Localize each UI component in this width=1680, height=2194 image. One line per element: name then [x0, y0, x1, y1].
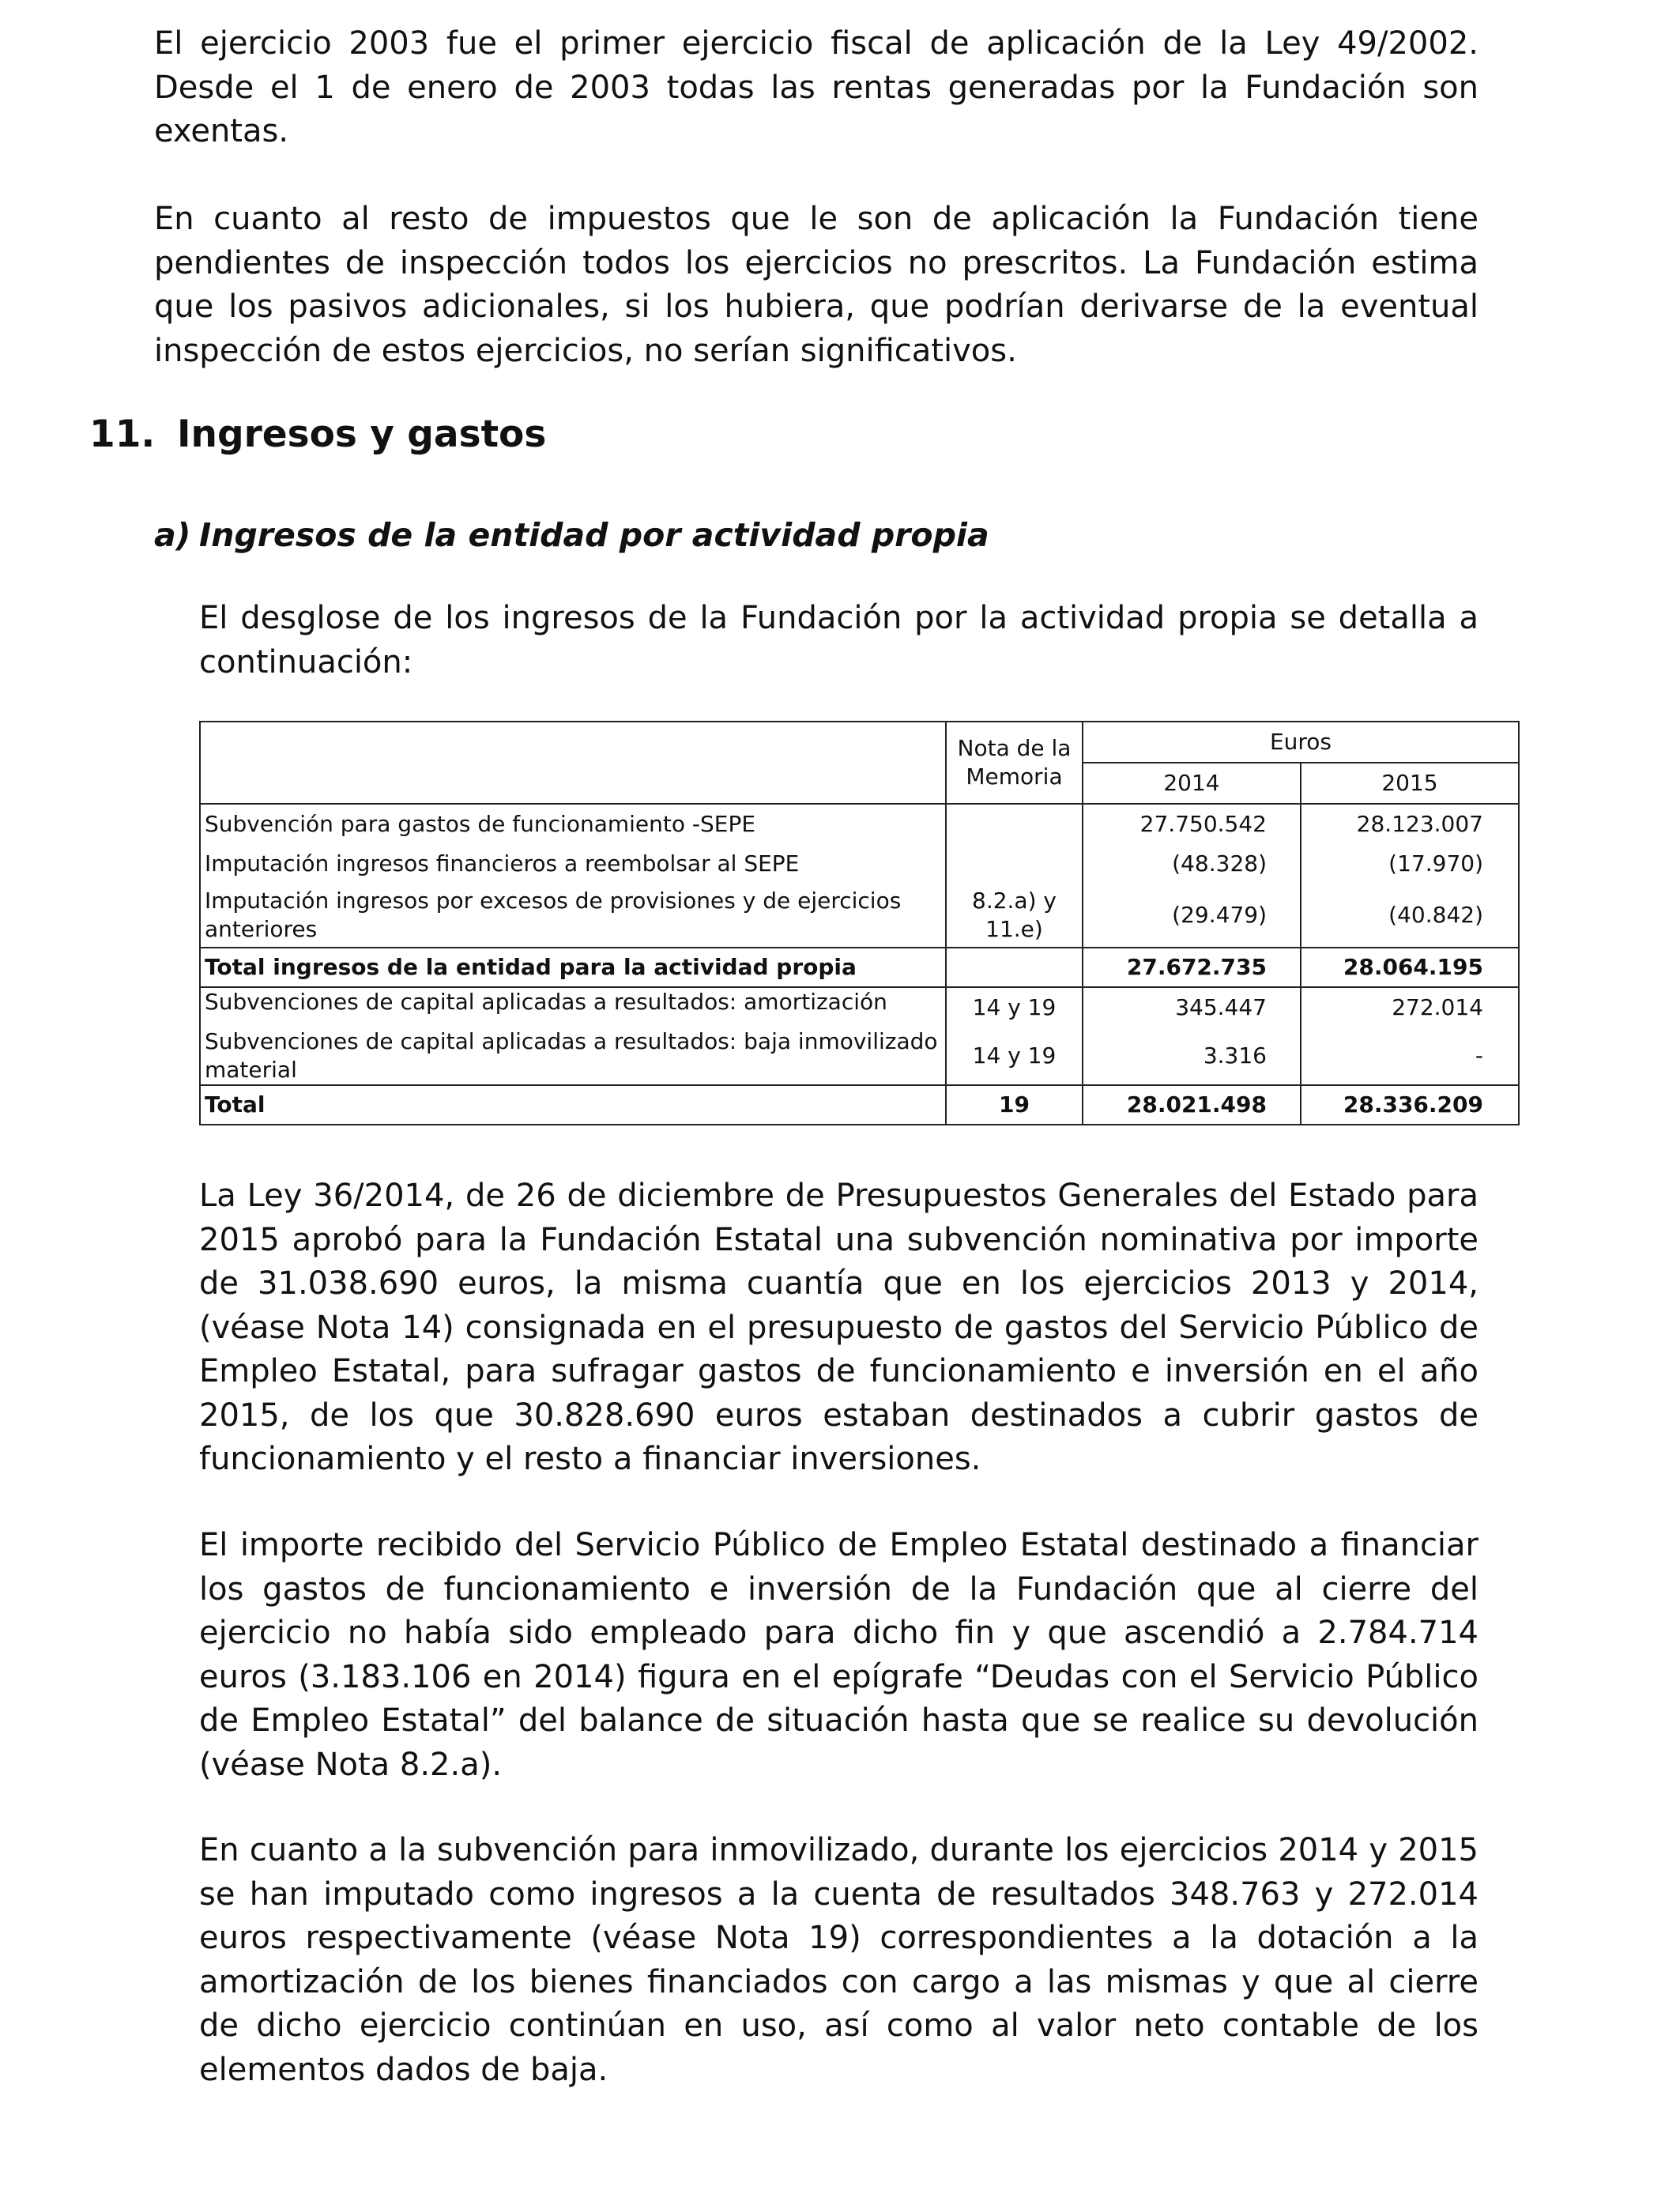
total-concept: Total — [200, 1085, 946, 1125]
paragraph-capital-subsidy: En cuanto a la subvención para inmovilizado, durante los ejercicios 2014 y 2015 se han imputado como ingresos a la cuenta de resultados 348.763 y 272.014 euros respectivamente (véase Nota 19) correspondientes a la dotación a la amortización de los bienes financiados con cargo a las mismas y que al cierre de dicho ejercicio continúan en uso, así como al valor neto contable de los elementos dados de baja. — [199, 1832, 1478, 2088]
paragraph-sepe-debt: El importe recibido del Servicio Público de Empleo Estatal destinado a financiar los gastos de funcionamiento e inversión de la Fundación que al cierre del ejercicio no había sido empleado para dicho fin y que ascendió a 2.784.714 euros (3.183.106 en 2014) figura en el epígrafe “Deudas con el Servicio Público de Empleo Estatal” del balance de situación hasta que se realice su devolución (véase Nota 8.2.a). — [199, 1527, 1478, 1783]
row-value-2015: (40.842) — [1301, 884, 1519, 948]
subtotal-concept: Total ingresos de la entidad para la actividad propia — [200, 948, 946, 987]
table-header-year-2014: 2014 — [1083, 763, 1301, 804]
row-concept: Imputación ingresos financieros a reembolsar al SEPE — [200, 844, 946, 884]
table-row — [200, 1027, 1519, 1085]
row-value-2014: (48.328) — [1083, 844, 1301, 884]
row-value-2015: 28.123.007 — [1301, 804, 1519, 844]
table-row — [200, 987, 1519, 1027]
subsection-marker: a) — [154, 516, 191, 554]
paragraph-table-intro: El desglose de los ingresos de la Fundación por la actividad propia se detalla a continuación: — [199, 600, 1478, 680]
row-concept: Subvención para gastos de funcionamiento -SEPE — [200, 804, 946, 844]
paragraph-other-taxes: En cuanto al resto de impuestos que le son de aplicación la Fundación tiene pendientes de inspección todos los ejercicios no prescritos. La Fundación estima que los pasivos adicionales, si los hubiera, que podrían derivarse de la eventual inspección de estos ejercicios, no serían significativos. — [154, 201, 1478, 369]
paragraph-budget-law: La Ley 36/2014, de 26 de diciembre de Presupuestos Generales del Estado para 2015 aprobó para la Fundación Estatal una subvención nominativa por importe de 31.038.690 euros, la misma cuantía que en los ejercicios 2013 y 2014, (véase Nota 14) consignada en el presupuesto de gastos del Servicio Público de Empleo Estatal, para sufragar gastos de funcionamiento e inversión en el año 2015, de los que 30.828.690 euros estaban destinados a cubrir gastos de funcionamiento y el resto a financiar inversiones. — [199, 1178, 1478, 1477]
paragraph-tax-exemption: El ejercicio 2003 fue el primer ejercicio fiscal de aplicación de la Ley 49/2002. Desde el 1 de enero de 2003 todas las rentas generadas por la Fundación son exentas. — [154, 25, 1478, 149]
row-value-2014: 27.750.542 — [1083, 804, 1301, 844]
subtotal-nota — [946, 948, 1083, 987]
total-value-2014: 28.021.498 — [1083, 1085, 1301, 1125]
subtotal-value-2014: 27.672.735 — [1083, 948, 1301, 987]
row-value-2014: 345.447 — [1083, 987, 1301, 1027]
section-title: Ingresos y gastos — [177, 413, 547, 456]
row-nota: 14 y 19 — [946, 987, 1083, 1027]
total-value-2015: 28.336.209 — [1301, 1085, 1519, 1125]
table-row — [200, 804, 1519, 844]
row-value-2015: - — [1301, 1027, 1519, 1085]
row-concept: Imputación ingresos por excesos de provisiones y de ejercicios anteriores — [200, 884, 946, 948]
total-nota: 19 — [946, 1085, 1083, 1125]
subtotal-value-2015: 28.064.195 — [1301, 948, 1519, 987]
row-concept: Subvenciones de capital aplicadas a resultados: amortización — [200, 987, 946, 1027]
table-row — [200, 884, 1519, 948]
row-concept: Subvenciones de capital aplicadas a resultados: baja inmovilizado material — [200, 1027, 946, 1085]
table-total-row — [200, 1085, 1519, 1125]
table-subtotal-row — [200, 948, 1519, 987]
row-value-2014: 3.316 — [1083, 1027, 1301, 1085]
table-header-concept — [200, 722, 946, 804]
table-header-euros: Euros — [1083, 722, 1519, 763]
row-nota — [946, 844, 1083, 884]
income-table — [199, 721, 1520, 1125]
row-value-2015: (17.970) — [1301, 844, 1519, 884]
section-heading — [89, 411, 546, 458]
section-number: 11. — [89, 413, 156, 456]
row-value-2014: (29.479) — [1083, 884, 1301, 948]
row-nota: 8.2.a) y 11.e) — [946, 884, 1083, 948]
subsection-heading — [154, 514, 989, 557]
row-nota: 14 y 19 — [946, 1027, 1083, 1085]
row-value-2015: 272.014 — [1301, 987, 1519, 1027]
table-header-year-2015: 2015 — [1301, 763, 1519, 804]
subsection-title: Ingresos de la entidad por actividad propia — [199, 516, 989, 554]
row-nota — [946, 804, 1083, 844]
table-header-nota: Nota de la Memoria — [946, 722, 1083, 804]
table-row — [200, 844, 1519, 884]
